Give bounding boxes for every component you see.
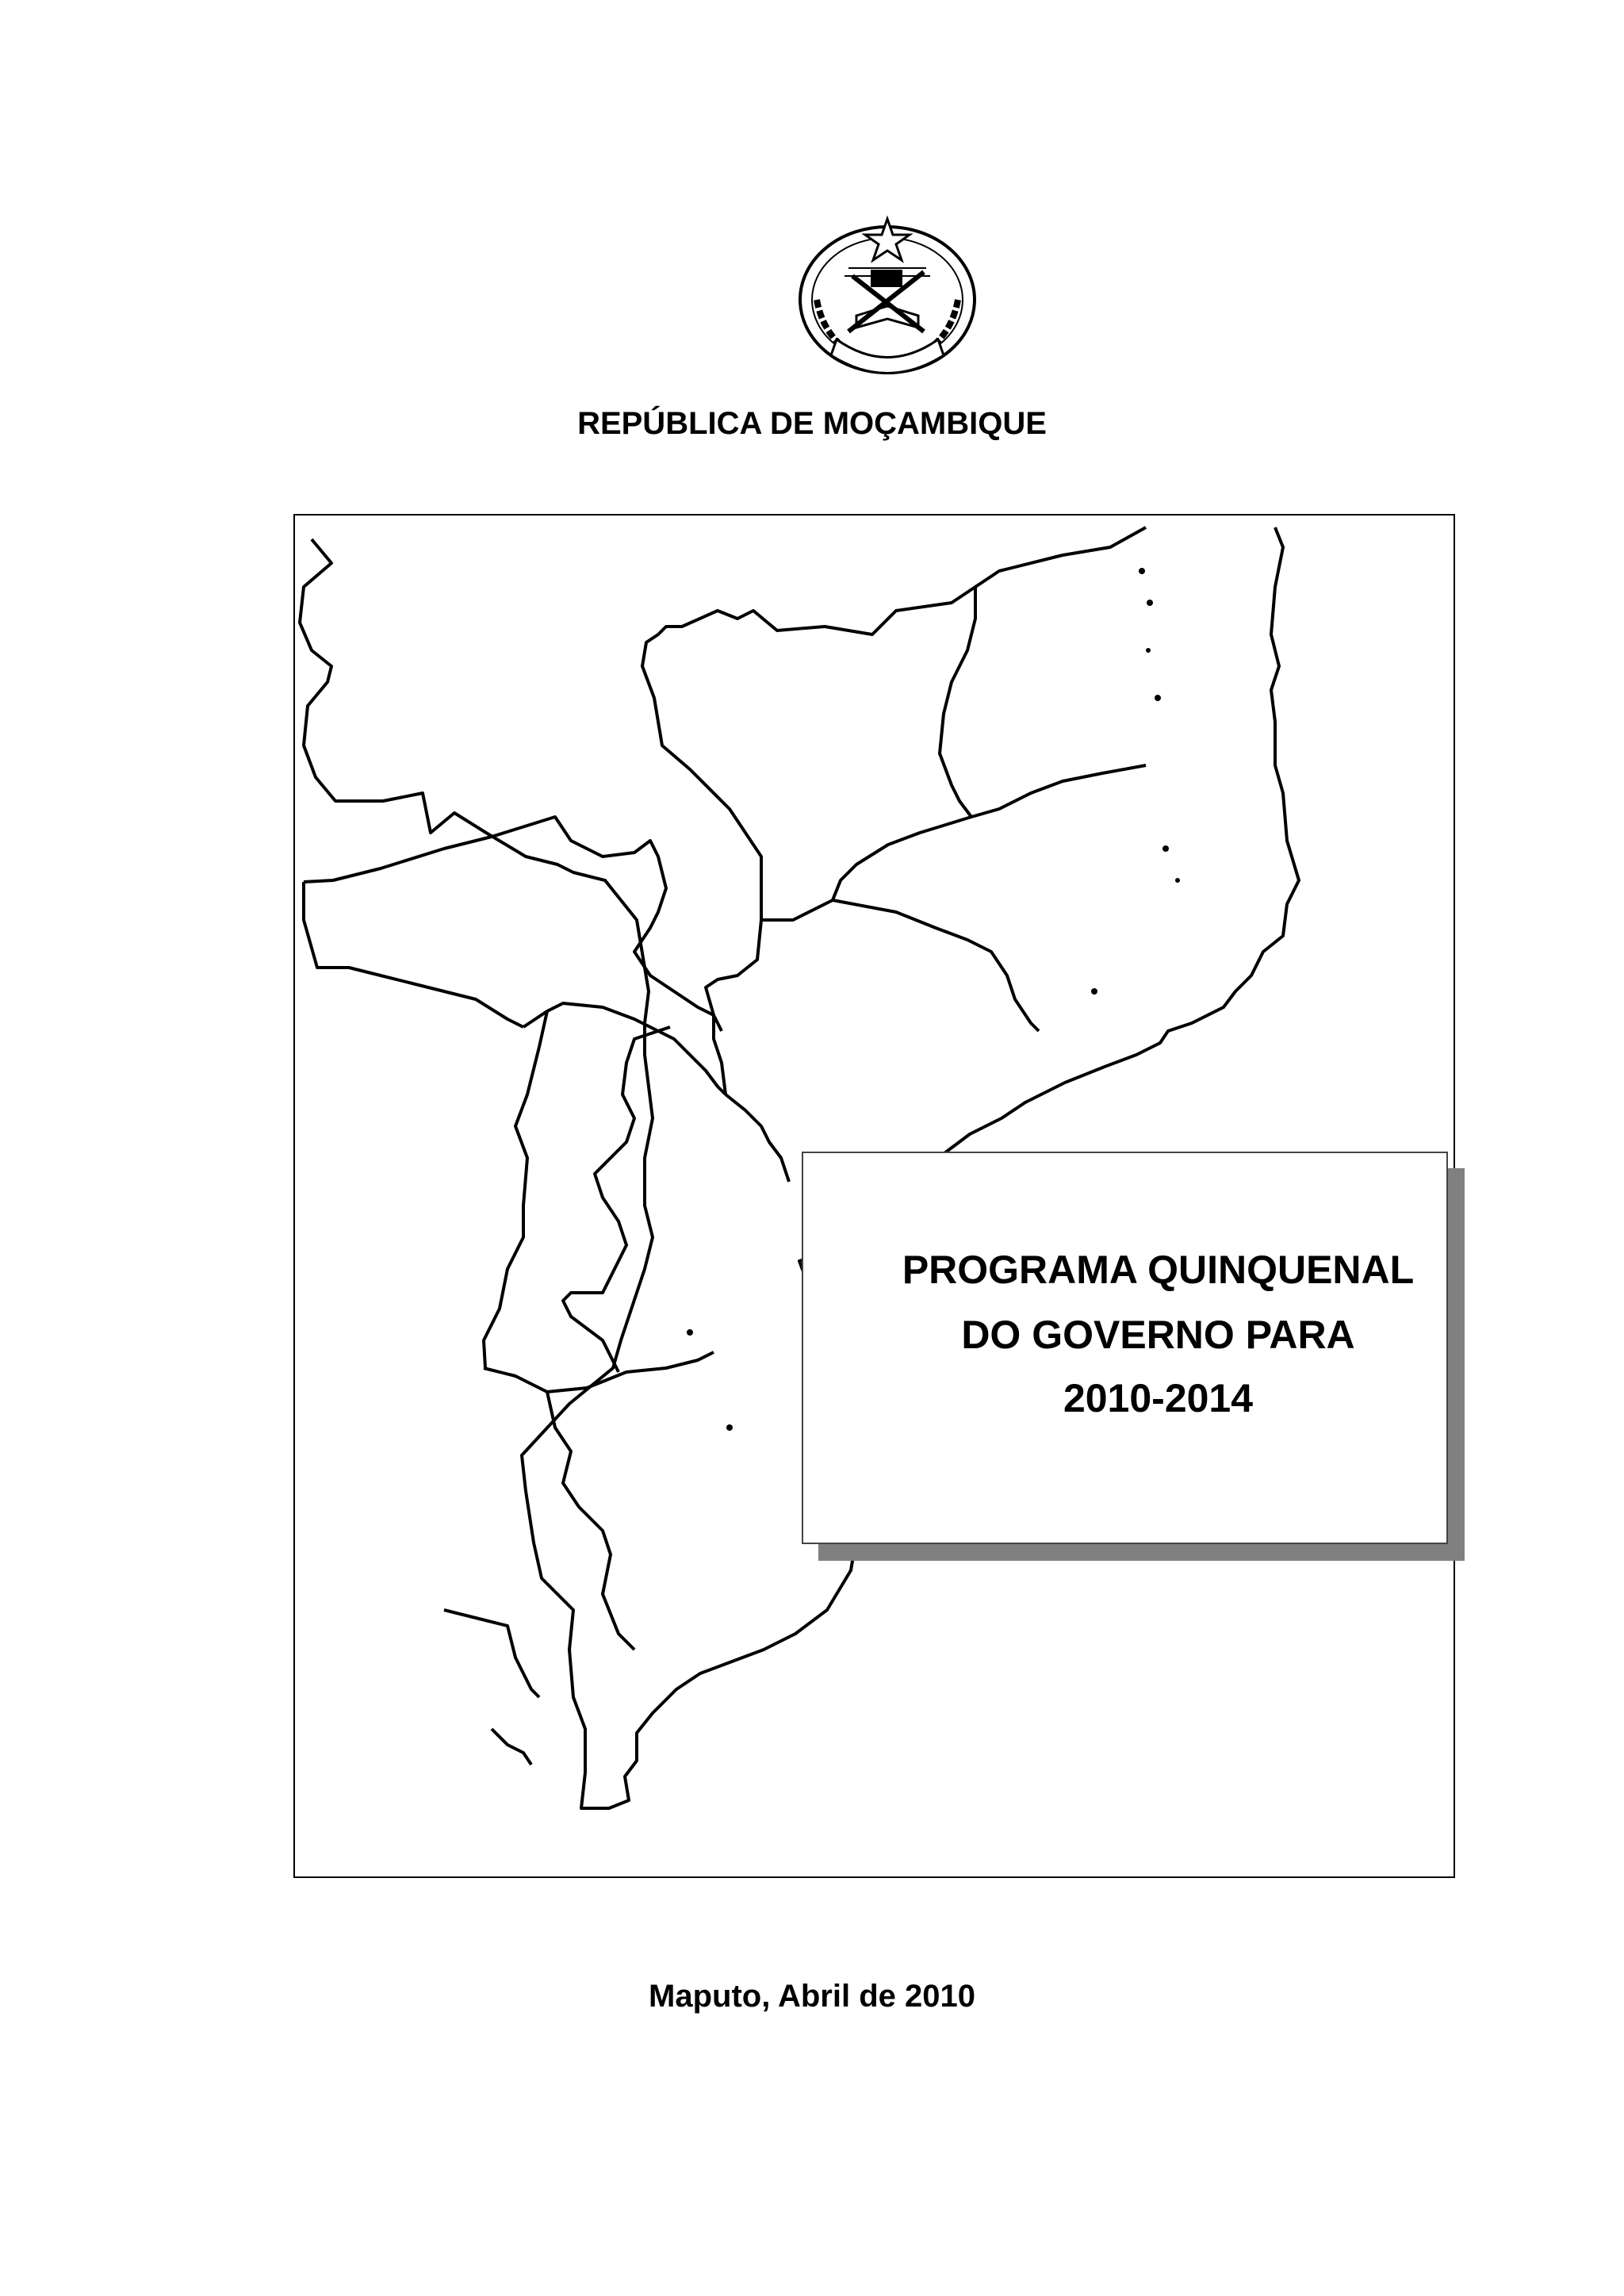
title-line-3: 2010-2014 xyxy=(1063,1376,1254,1420)
title-line-2: DO GOVERNO PARA xyxy=(961,1313,1355,1357)
country-title: REPÚBLICA DE MOÇAMBIQUE xyxy=(577,406,1047,441)
place-date: Maputo, Abril de 2010 xyxy=(649,1979,975,2014)
title-box xyxy=(802,1152,1448,1544)
title-line-1: PROGRAMA QUINQUENAL xyxy=(902,1248,1415,1292)
